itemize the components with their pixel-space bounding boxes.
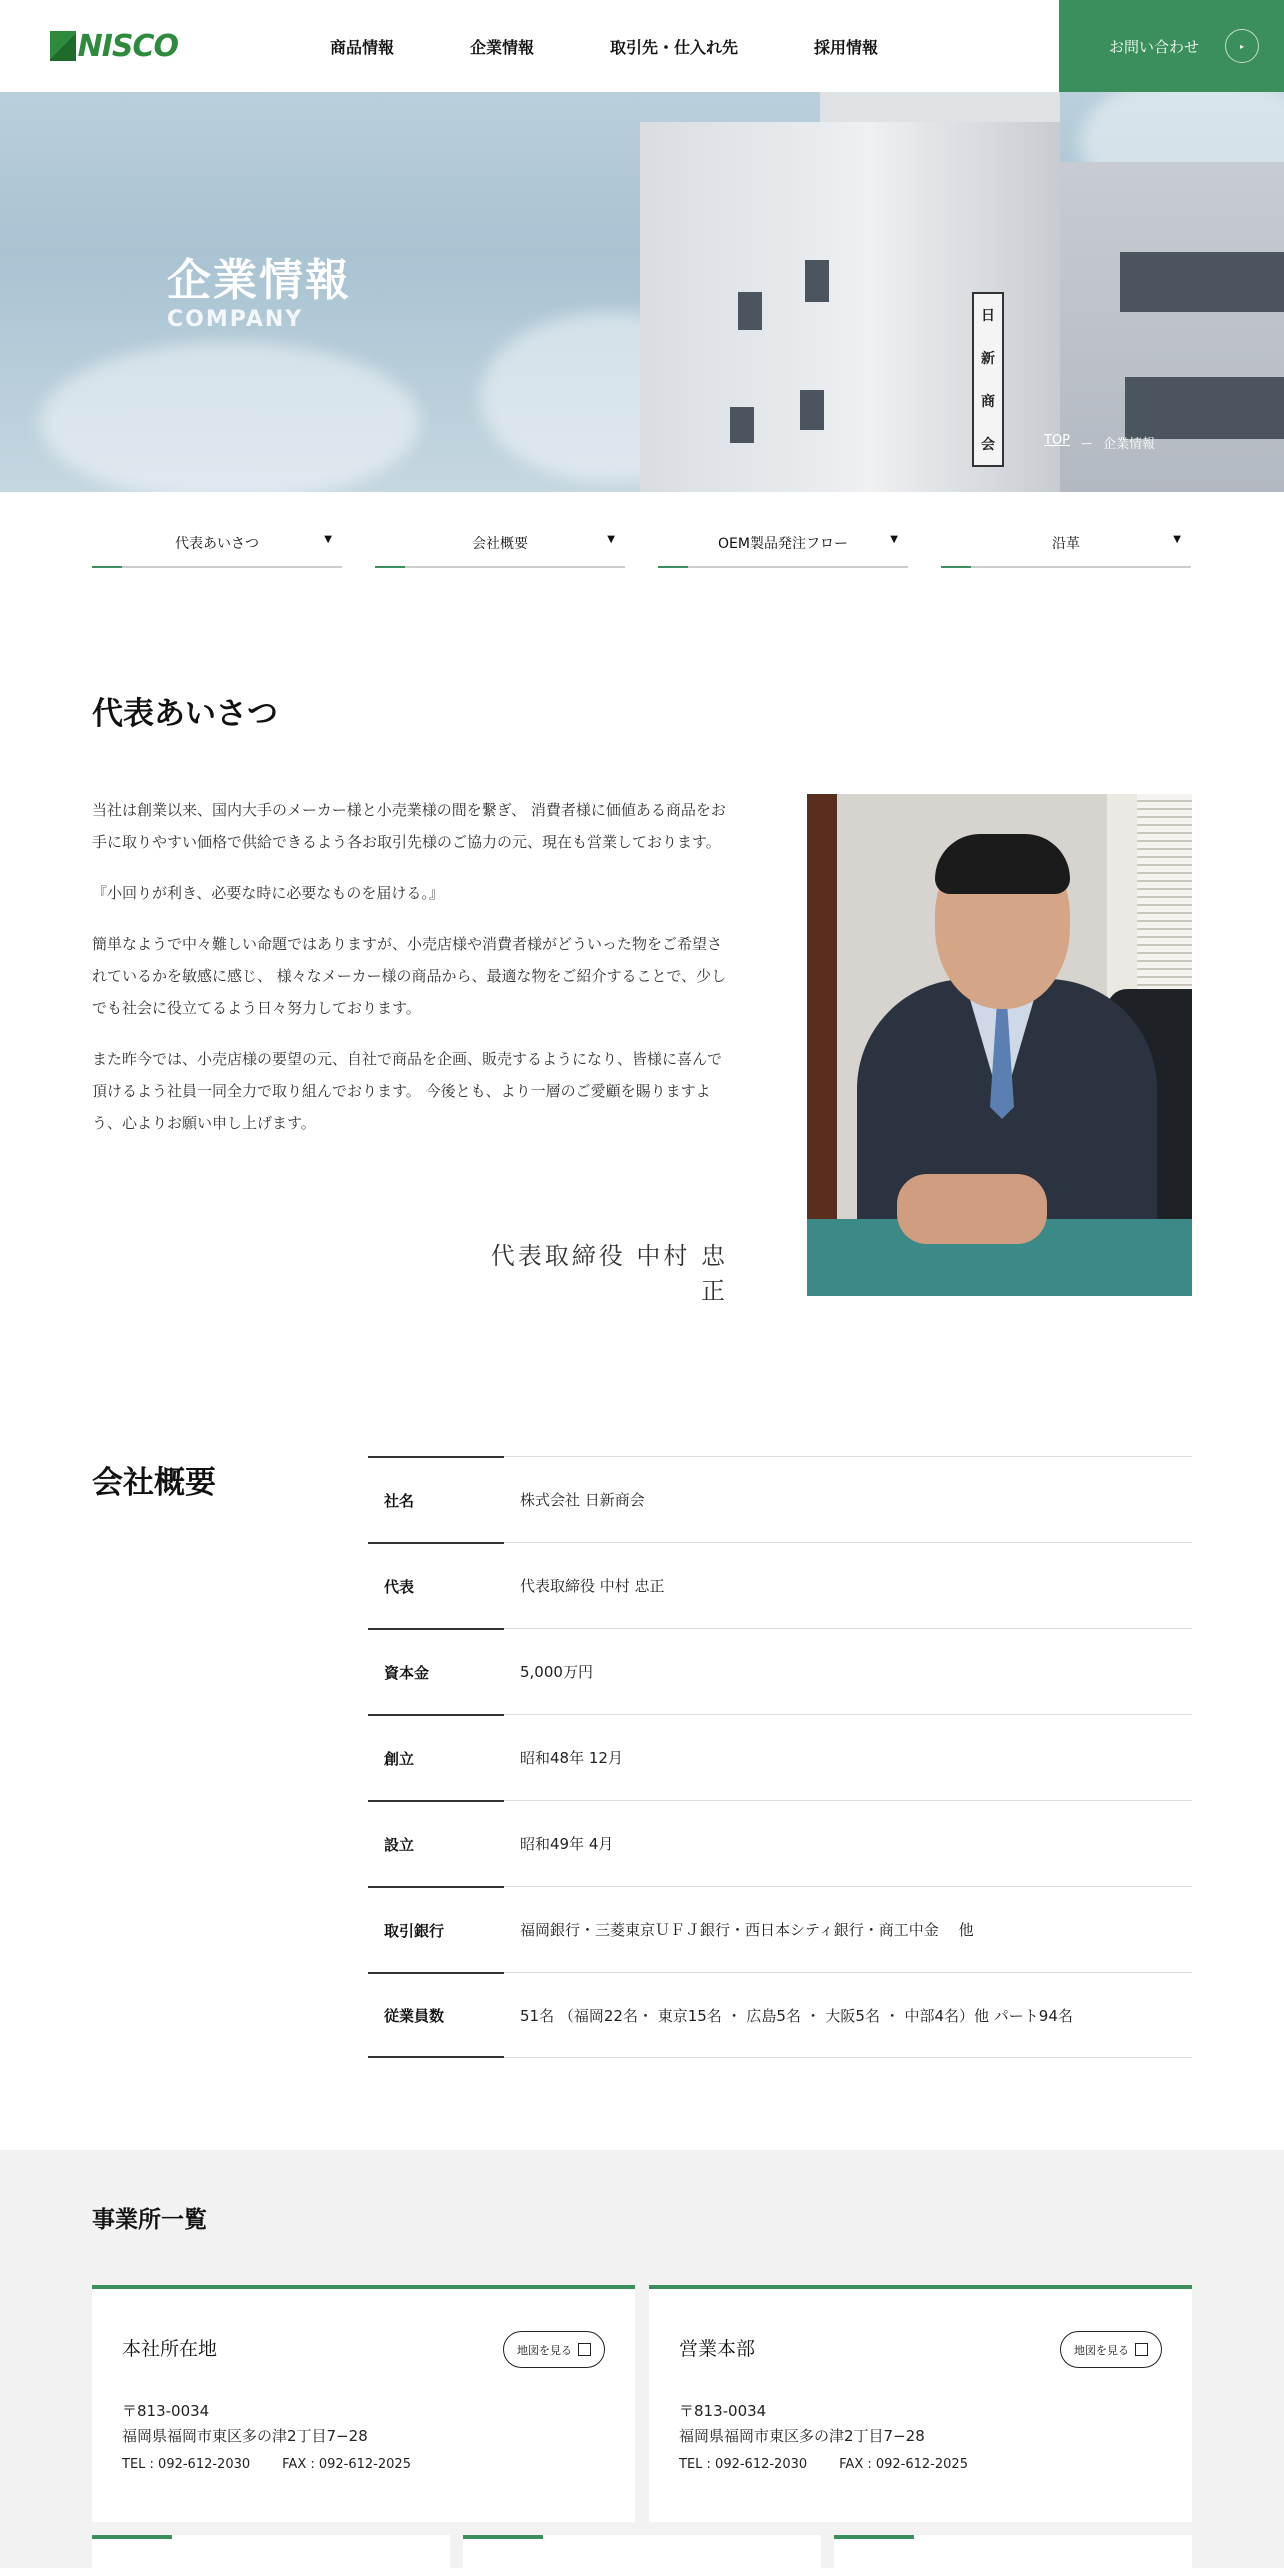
row-value: 昭和49年 4月: [520, 1835, 614, 1853]
map-button-label: 地図を見る: [517, 2343, 572, 2357]
photo-detail: [897, 1174, 1047, 1244]
table-row: [368, 1972, 1192, 2058]
row-label: 取引銀行: [368, 1886, 504, 1972]
contact-button[interactable]: [1059, 0, 1284, 92]
representative-photo: [807, 794, 1192, 1296]
table-row: [368, 1886, 1192, 1972]
nav-item-recruit[interactable]: 採用情報: [814, 37, 879, 57]
table-row: [368, 1714, 1192, 1800]
section-tabs: [92, 520, 1192, 568]
office-fax: FAX : 092-612-2025: [282, 2457, 411, 2472]
contact-label: お問い合わせ: [1109, 37, 1200, 56]
sign-char: 新: [981, 351, 995, 368]
arrow-right-icon: ▸: [1225, 29, 1259, 63]
tab-label: 会社概要: [472, 536, 528, 552]
office-zip: 〒813-0034: [679, 2402, 767, 2420]
tab-label: 沿革: [1052, 536, 1080, 552]
table-row: [368, 1800, 1192, 1886]
nav-item-products[interactable]: 商品情報: [330, 37, 395, 57]
row-label: 設立: [368, 1800, 504, 1886]
building-sign: [972, 292, 1004, 467]
office-card: [649, 2285, 1192, 2522]
greeting-paragraph: 当社は創業以来、国内大手のメーカー様と小売業様の間を繋ぎ、 消費者様に価値ある商品をお手に取りやすい価格で供給できるよう各お取引先様のご協力の元、現在も営業しております。: [92, 801, 726, 851]
table-row: [368, 1456, 1192, 1542]
sign-char: 日: [981, 308, 995, 325]
caret-down-icon: ▼: [1173, 534, 1181, 545]
row-value: 51名 （福岡22名・ 東京15名 ・ 広島5名 ・ 大阪5名 ・ 中部4名）他 パート94名: [520, 2006, 1073, 2025]
window-shape: [800, 390, 824, 430]
nav-item-partners[interactable]: 取引先・仕入れ先: [610, 37, 739, 57]
offices-section: [0, 2150, 1284, 2568]
photo-detail: [935, 834, 1070, 894]
cloud-shape: [40, 342, 420, 492]
row-label: 社名: [368, 1456, 504, 1542]
page-title: 企業情報: [167, 255, 351, 306]
row-label: 資本金: [368, 1628, 504, 1714]
offices-heading: 事業所一覧: [92, 2207, 207, 2233]
view-map-button[interactable]: [1060, 2331, 1162, 2368]
greeting-paragraph: 簡単なようで中々難しい命題ではありますが、小売店様や消費者様がどういった物をご希望されているかを敏感に感じ、 様々なメーカー様の商品から、最適な物をご紹介することで、少しでも社会に役立てるよう日々努力しております。: [92, 935, 727, 1017]
office-name: 本社所在地: [122, 2338, 218, 2360]
sign-char: 会: [981, 436, 995, 453]
greeting-text: [92, 794, 728, 1158]
row-value: 5,000万円: [520, 1663, 593, 1681]
office-address: 福岡県福岡市東区多の津2丁目7−28: [679, 2427, 925, 2445]
office-card: [92, 2285, 635, 2522]
external-link-icon: [1135, 2343, 1148, 2356]
logo-text: NISCO: [77, 28, 178, 64]
representative-signature: 代表取締役 中村 忠正: [490, 1242, 728, 1305]
external-link-icon: [578, 2343, 591, 2356]
greeting-paragraph: 『小回りが利き、必要な時に必要なものを届ける。』: [92, 884, 444, 902]
breadcrumb-current: 企業情報: [1103, 437, 1156, 452]
nav-item-company[interactable]: 企業情報: [470, 37, 535, 57]
page-hero: [0, 92, 1284, 492]
window-shape: [730, 407, 754, 443]
tab-history[interactable]: [941, 520, 1191, 568]
row-label: 従業員数: [368, 1972, 504, 2058]
office-fax: FAX : 092-612-2025: [839, 2457, 968, 2472]
caret-down-icon: ▼: [324, 534, 332, 545]
office-tel: TEL : 092-612-2030: [679, 2457, 808, 2472]
global-nav: [330, 0, 954, 92]
site-header: [0, 0, 1284, 92]
office-contact: [679, 2457, 968, 2472]
window-shape: [805, 260, 829, 302]
row-label: 創立: [368, 1714, 504, 1800]
row-value: 株式会社 日新商会: [520, 1491, 645, 1509]
tab-label: OEM製品発注フロー: [718, 536, 848, 552]
greeting-heading: 代表あいさつ: [92, 696, 278, 732]
breadcrumb: [1044, 433, 1155, 452]
tab-oem-flow[interactable]: [658, 520, 908, 568]
office-card-partial: [463, 2535, 821, 2568]
breadcrumb-separator: ー: [1080, 437, 1094, 452]
row-value: 昭和48年 12月: [520, 1749, 623, 1767]
view-map-button[interactable]: [503, 2331, 605, 2368]
tab-label: 代表あいさつ: [175, 536, 259, 552]
caret-down-icon: ▼: [890, 534, 898, 545]
profile-heading: 会社概要: [92, 1465, 216, 1501]
greeting-paragraph: また昨今では、小売店様の要望の元、自社で商品を企画、販売するようになり、皆様に喜んで頂けるよう社員一同全力で取り組んでおります。 今後とも、より一層のご愛顧を賜りますよう、心よりお願い申し上げます。: [92, 1050, 723, 1132]
office-card-partial: [834, 2535, 1192, 2568]
window-shape: [738, 292, 762, 330]
caret-down-icon: ▼: [607, 534, 615, 545]
office-card-partial: [92, 2535, 450, 2568]
office-zip: 〒813-0034: [122, 2402, 210, 2420]
office-tel: TEL : 092-612-2030: [122, 2457, 251, 2472]
sign-char: 商: [981, 393, 995, 410]
map-button-label: 地図を見る: [1074, 2343, 1129, 2357]
window-shape: [1120, 252, 1284, 312]
row-value: 福岡銀行・三菱東京ＵＦＪ銀行・西日本シティ銀行・商工中金 他: [520, 1921, 974, 1939]
table-row: [368, 1628, 1192, 1714]
row-label: 代表: [368, 1542, 504, 1628]
logo-mark-icon: [50, 31, 76, 61]
row-value: 代表取締役 中村 忠正: [520, 1577, 665, 1595]
table-row: [368, 1542, 1192, 1628]
nisco-logo[interactable]: [50, 29, 178, 63]
office-address: 福岡県福岡市東区多の津2丁目7−28: [122, 2427, 368, 2445]
office-contact: [122, 2457, 411, 2472]
office-name: 営業本部: [679, 2338, 756, 2360]
breadcrumb-top-link[interactable]: TOP: [1044, 433, 1071, 448]
profile-table: [368, 1456, 1192, 2058]
tab-greeting[interactable]: [92, 520, 342, 568]
window-shape: [1125, 377, 1284, 439]
page-subtitle: COMPANY: [167, 307, 304, 332]
tab-profile[interactable]: [375, 520, 625, 568]
